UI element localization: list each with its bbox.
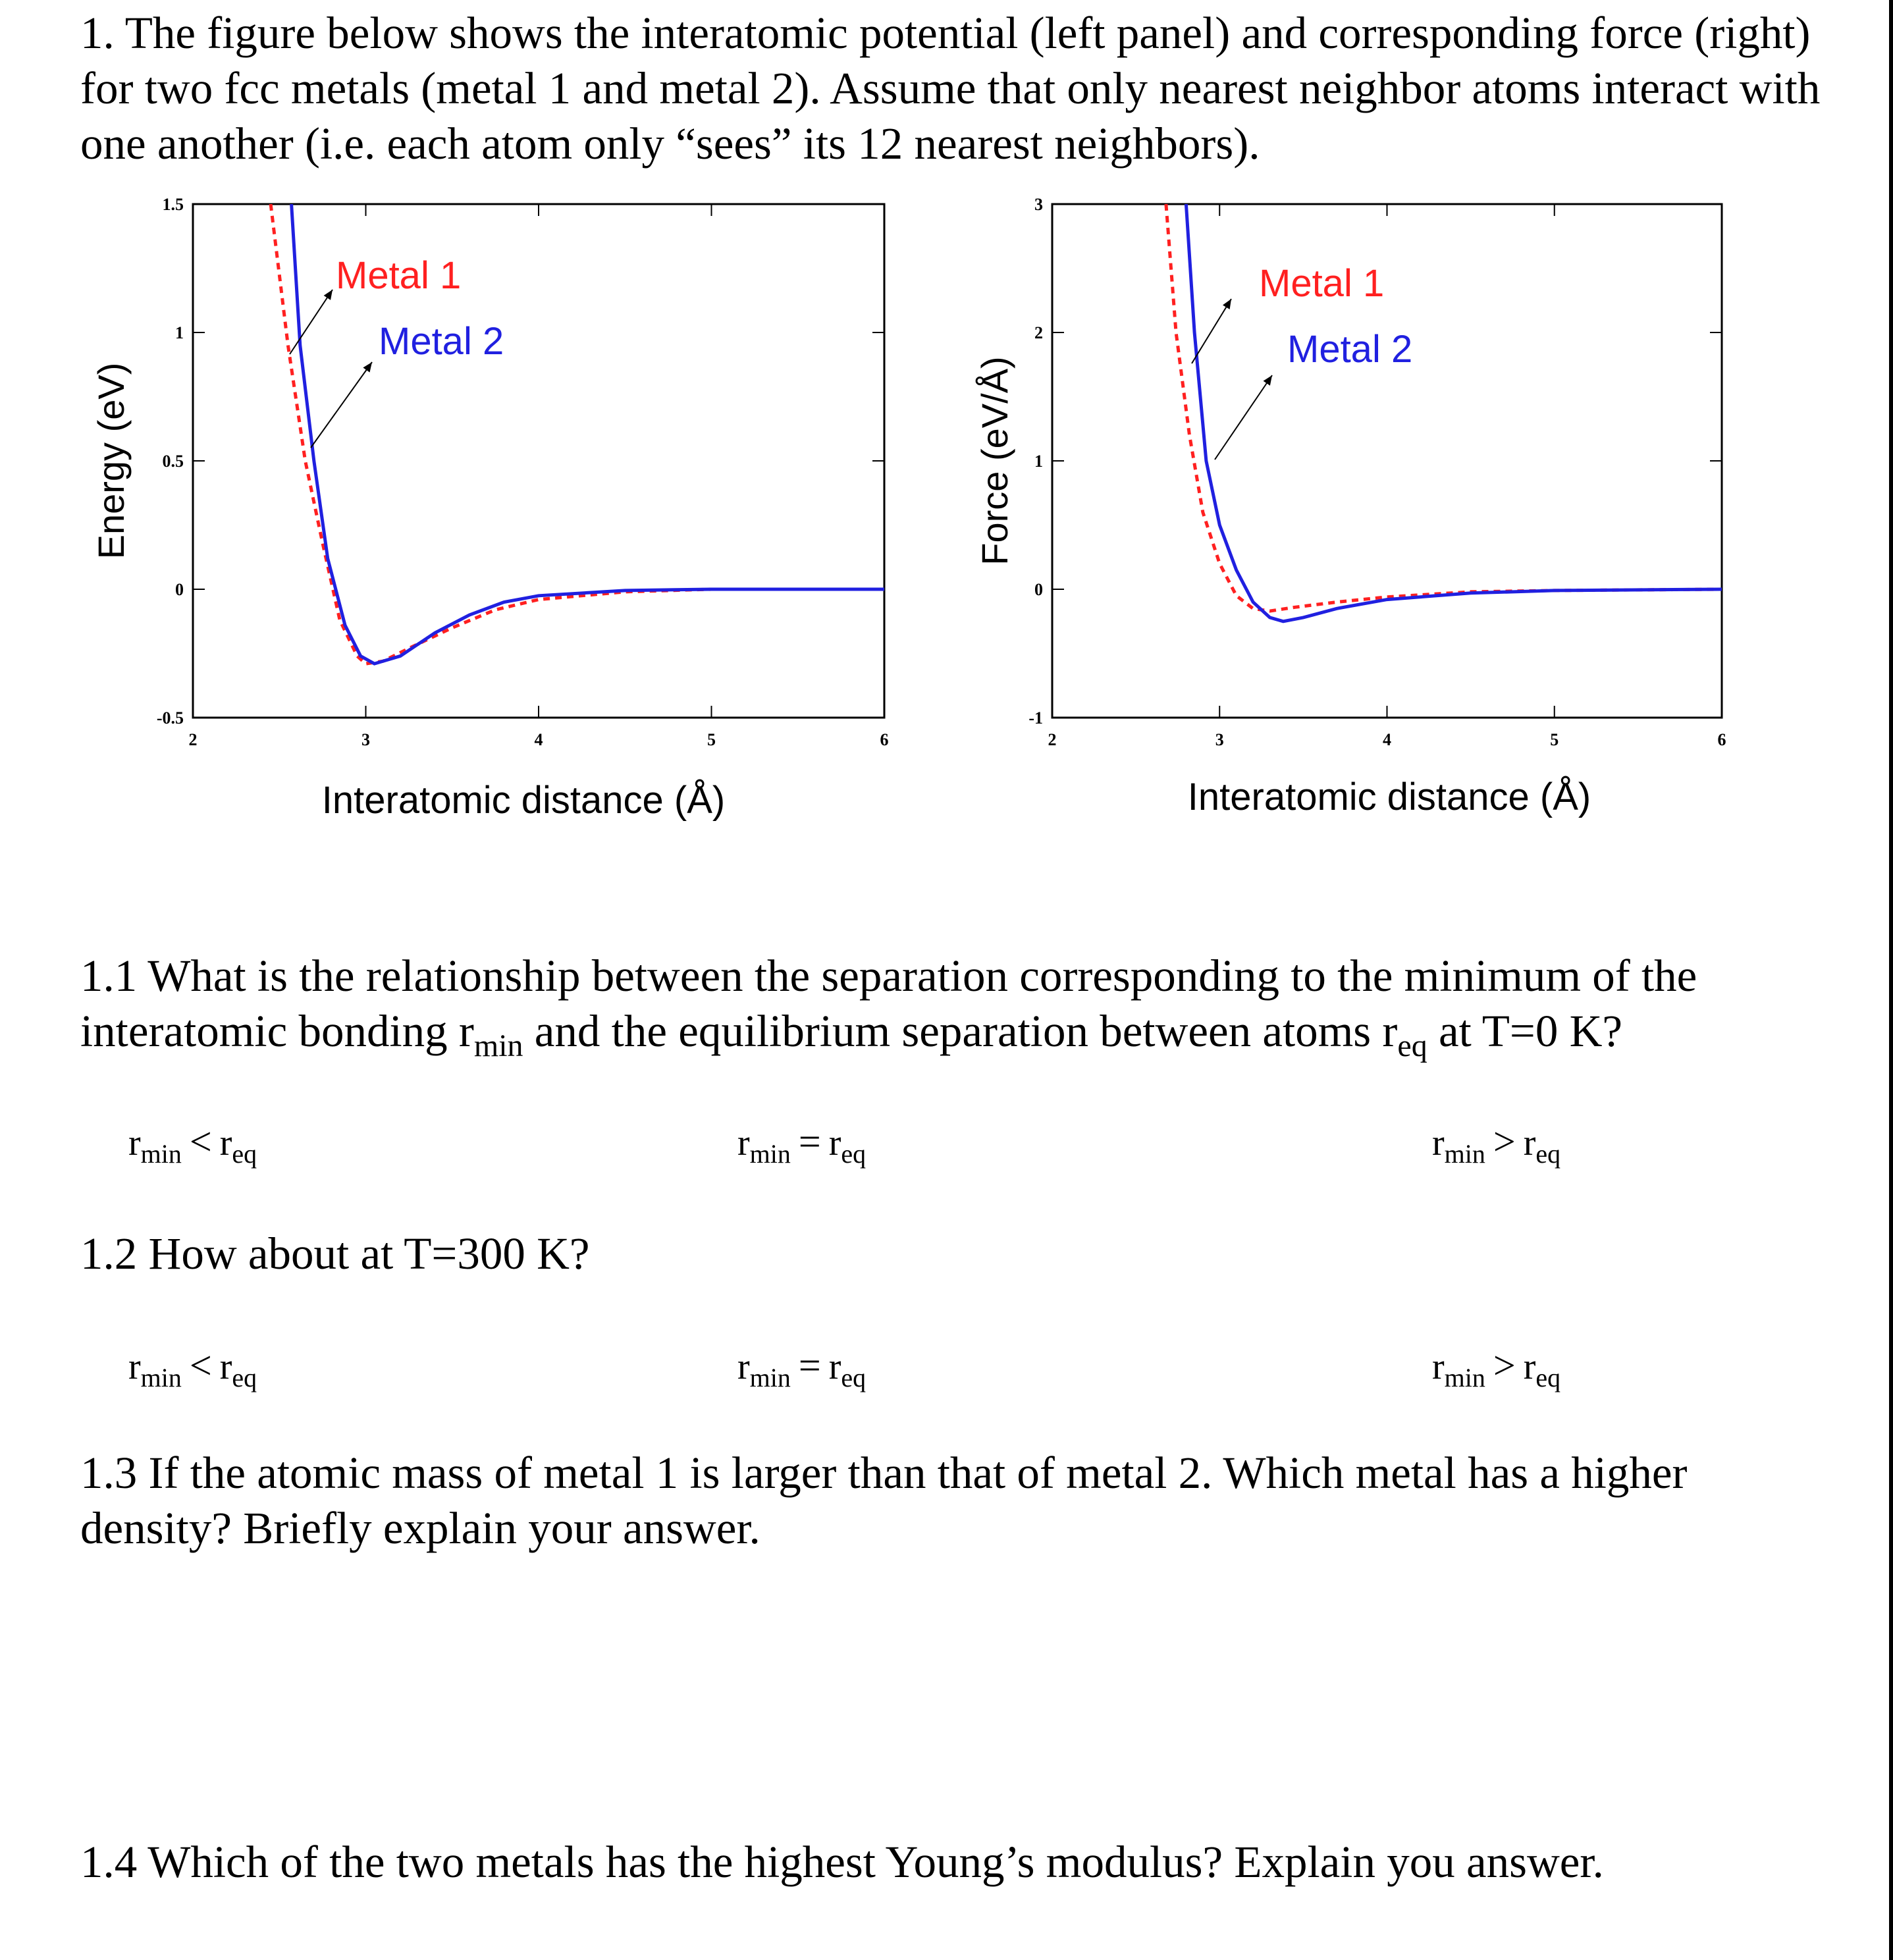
x-tick-label: 4: [534, 730, 543, 749]
annotation-label-2: Metal 2: [1287, 328, 1413, 371]
x-axis-label: Interatomic distance (Å): [321, 779, 726, 822]
y-tick-label: 1: [175, 323, 184, 342]
force-chart: [974, 195, 1726, 818]
question-1-3: 1.3 If the atomic mass of metal 1 is larger than that of metal 2. Which metal has a higher density? Briefly explain your answer.: [80, 1448, 1688, 1553]
plot-frame: [1052, 204, 1722, 718]
problem-intro: 1. The figure below shows the interatomic potential (left panel) and corresponding force (right) for two fcc metals (metal 1 and metal 2). Assume that only nearest neighbor atoms interact with one another (i.e. each atom only “sees” its 12 nearest neighbors).: [80, 8, 1821, 169]
x-tick-label: 4: [1383, 730, 1391, 749]
annotation-arrowhead-2: [363, 362, 372, 373]
x-tick-label: 3: [1215, 730, 1224, 749]
y-tick-label: 0: [175, 580, 184, 599]
potential-force-figure: [0, 178, 1893, 1034]
y-tick-label: -0.5: [156, 708, 184, 728]
x-tick-label: 2: [1048, 730, 1057, 749]
x-tick-label: 5: [1550, 730, 1559, 749]
annotation-label-1: Metal 1: [1259, 262, 1385, 305]
annotation-arrowhead-1: [1223, 299, 1231, 309]
q11-option-less[interactable]: $r_{min} < r_{eq}$: [128, 1120, 257, 1169]
annotation-label-2: Metal 2: [379, 320, 504, 363]
annotation-label-1: Metal 1: [336, 254, 462, 297]
q12-option-equal[interactable]: $r_{min} = r_{eq}$: [737, 1344, 867, 1392]
q12-option-less[interactable]: $r_{min} < r_{eq}$: [128, 1344, 257, 1392]
y-tick-label: 1.5: [162, 195, 184, 214]
question-1-1: 1.1 What is the relationship between the separation corresponding to the minimum of the interatomic bonding $r_{min}$ and the equilibrium separation between atoms $r_{eq}$ at T=0 K?: [80, 951, 1697, 1063]
x-tick-label: 6: [880, 730, 889, 749]
y-tick-label: 2: [1034, 323, 1043, 342]
x-tick-label: 5: [707, 730, 716, 749]
energy-chart: [90, 195, 889, 822]
question-1-4: 1.4 Which of the two metals has the highest Young’s modulus? Explain you answer.: [80, 1837, 1604, 1887]
y-tick-label: 3: [1034, 195, 1043, 214]
y-axis-label: Energy (eV): [90, 362, 132, 560]
y-axis-label: Force (eV/Å): [974, 356, 1015, 566]
x-tick-label: 6: [1717, 730, 1726, 749]
x-axis-label: Interatomic distance (Å): [1187, 776, 1591, 818]
y-tick-label: 0.5: [162, 452, 184, 471]
q11-option-equal[interactable]: $r_{min} = r_{eq}$: [737, 1120, 867, 1169]
x-tick-label: 2: [188, 730, 198, 749]
q11-option-greater[interactable]: $r_{min} > r_{eq}$: [1432, 1120, 1561, 1169]
page-edge-line: [1889, 0, 1893, 1960]
annotation-arrowhead-1: [324, 290, 333, 300]
question-1-2: 1.2 How about at T=300 K?: [80, 1229, 590, 1279]
q12-option-greater[interactable]: $r_{min} > r_{eq}$: [1432, 1344, 1561, 1392]
y-tick-label: -1: [1028, 708, 1043, 728]
y-tick-label: 0: [1034, 580, 1043, 599]
annotation-arrowhead-2: [1264, 375, 1272, 386]
annotation-arrow-2: [1215, 375, 1272, 460]
y-tick-label: 1: [1034, 452, 1043, 471]
x-tick-label: 3: [361, 730, 370, 749]
annotation-arrow-1: [1192, 299, 1231, 363]
annotation-arrow-2: [311, 362, 372, 448]
